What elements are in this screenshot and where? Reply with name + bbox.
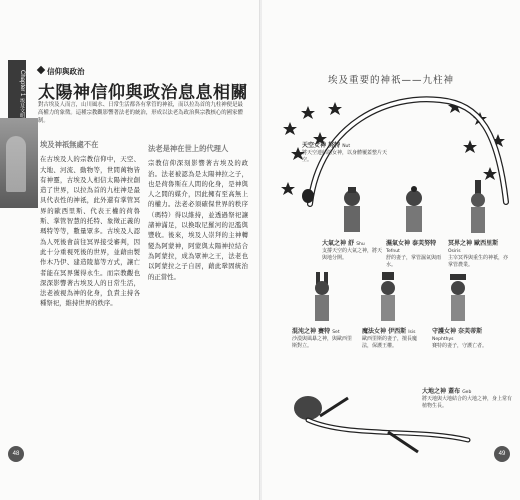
isis-en: Isis bbox=[408, 330, 416, 335]
geb-en: Geb bbox=[462, 390, 472, 395]
nut-label-en: Nut bbox=[342, 144, 351, 149]
section-2-heading: 法老是神在世上的代理人 bbox=[148, 144, 229, 153]
nephthys-name: 守護女神 奈芙蒂斯 bbox=[432, 328, 483, 335]
osiris-name: 冥界之神 歐西里斯 bbox=[448, 240, 499, 247]
pharaoh-image bbox=[0, 118, 38, 208]
shu-figure bbox=[332, 186, 372, 236]
god-label-nephthys bbox=[432, 328, 502, 350]
section-1-text: 在古埃及人的宗教信仰中，天空、大地、河流、動物等，世間萬物皆有神靈，古埃及人相信太陽神拉創造了世界，以拉為首的九柱神是最具代表性的神祇，此外還有掌管冥界的歐西里斯、代表王權的荷魯斯、掌管智慧的托特、象徵正義的瑪特等等，數量眾多。古埃及人認為人死後會前往冥界接受審判，因此十分重視死後的世界，並藉由製作木乃伊、建造陵墓等方式，讓亡者能在冥界獲得永生。而宗教觀也深深影響著古埃及人的日常生活，法老被視為神的化身，負責主持各種祭祀，維持世界的秩序。 bbox=[40, 155, 140, 308]
column-1 bbox=[40, 140, 140, 309]
osiris-en: Osiris bbox=[448, 249, 461, 254]
set-figure bbox=[302, 272, 342, 324]
shu-desc: 支撐天空的大氣之神，將天與地分開。 bbox=[322, 248, 383, 261]
nephthys-desc: 賽特的妻子，守護亡者。 bbox=[432, 343, 488, 349]
tefnut-desc: 舒的妻子，掌管濕氣與雨水。 bbox=[386, 255, 442, 268]
isis-figure bbox=[368, 272, 408, 324]
god-label-tefnut bbox=[386, 240, 446, 269]
osiris-desc: 主宰冥界與重生的神祇，亦掌管農業。 bbox=[448, 255, 509, 268]
column-2 bbox=[148, 144, 248, 282]
shu-en: Shu bbox=[356, 242, 365, 247]
lead-paragraph: 對古埃及人而言，山川風水、日常生活都各有掌管的神祇，而以拉為首的九柱神便是最高權力的象徵。這種宗教觀影響著法老的統治，形成以法老為政治與宗教核心的國家體制。 bbox=[38, 102, 243, 124]
chapter-tab-sub: 埃及文明 bbox=[19, 98, 25, 119]
geb-name: 大地之神 蓋布 bbox=[422, 388, 461, 395]
set-en: Set bbox=[332, 330, 340, 335]
shu-name: 大氣之神 舒 bbox=[322, 240, 355, 247]
diamond-icon bbox=[37, 66, 45, 74]
section-1-heading: 埃及神祇無處不在 bbox=[40, 140, 99, 149]
nut-label bbox=[302, 142, 392, 164]
set-name: 混沌之神 賽特 bbox=[292, 328, 331, 335]
tefnut-name: 濕氣女神 泰芙努特 bbox=[386, 240, 437, 247]
nephthys-figure bbox=[438, 272, 478, 324]
nut-label-name: 天空女神 努特 bbox=[302, 142, 341, 149]
god-label-isis bbox=[362, 328, 426, 350]
isis-name: 魔法女神 伊西斯 bbox=[362, 328, 407, 335]
kicker bbox=[38, 66, 85, 77]
page-number-right: 49 bbox=[494, 446, 510, 462]
page-title: 太陽神信仰與政治息息相關 bbox=[38, 83, 248, 103]
right-page bbox=[262, 0, 520, 500]
geb-desc: 將天地與大地結合的大地之神，身上常有植物生長。 bbox=[422, 396, 513, 409]
tefnut-figure bbox=[394, 186, 434, 236]
isis-desc: 歐西里斯的妻子，擅長魔法，保護王權。 bbox=[362, 336, 418, 349]
nephthys-en: Nephthys bbox=[432, 337, 454, 342]
kicker-text: 信仰與政治 bbox=[47, 67, 85, 76]
osiris-figure bbox=[458, 180, 498, 236]
chapter-tab-label: Chapter 1 bbox=[19, 69, 25, 97]
god-label-shu bbox=[322, 240, 382, 262]
tefnut-en: Tefnut bbox=[386, 249, 400, 254]
god-label-set bbox=[292, 328, 356, 350]
nut-label-text: 將天空連結的女神，以身體覆蓋整片天空。 bbox=[302, 150, 388, 163]
section-2-text: 宗教信仰深刻影響著古埃及的政治。法老被認為是太陽神拉之子，也是荷魯斯在人間的化身，是神與人之間的媒介，因此擁有至高無上的權力。法老必須確保世界的秩序（瑪特）得以維持，並透過祭祀讓諸神滿足，以換取尼羅河的氾濫與豐收。後來，埃及人崇拜的主神轉變為阿蒙神，阿蒙與太陽神拉結合為阿蒙拉，成為眾神之王，法老也以阿蒙拉之子自居，藉此鞏固統治的正當性。 bbox=[148, 159, 248, 281]
set-desc: 沙漠與風暴之神，與歐西里斯對立。 bbox=[292, 336, 353, 349]
god-label-osiris bbox=[448, 240, 510, 269]
god-label-geb bbox=[422, 388, 512, 410]
right-page-title: 埃及重要的神祇——九柱神 bbox=[327, 75, 454, 86]
page-number-left: 48 bbox=[8, 446, 24, 462]
